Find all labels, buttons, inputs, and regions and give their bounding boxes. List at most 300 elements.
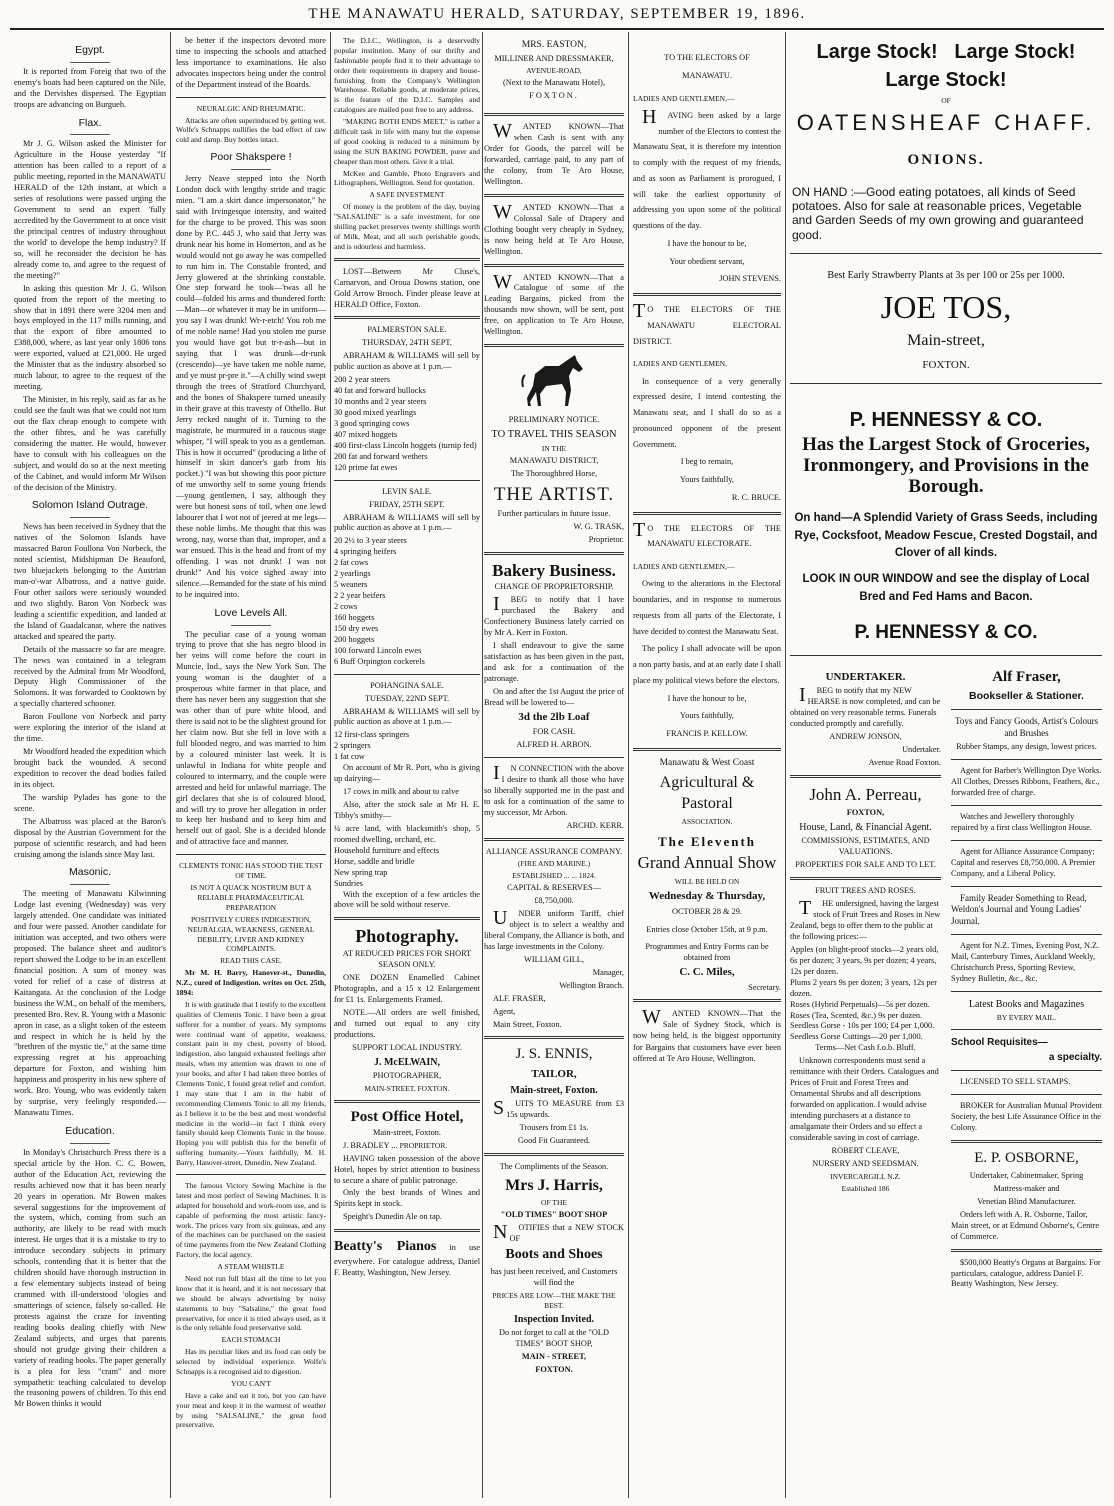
divider bbox=[334, 1229, 480, 1232]
love-article: The peculiar case of a young woman trying to prove that she has negro blood in her veins will come before the court in Muncie, Ind., says the New York Sun. The young woman is the daughter of a prosperous white farmer in that place, and there has never been any suggestion that she was other than of pure white blood, and there is said not to be the slightest ground for her claim now. But she fell in love with a full blooded negro, and was married to him by a coloured minister last week. It is unlawful in Indiana for white people and coloured to intermarry, and the couple were arrested and held for unlawful marriage. The girl declares that she is of coloured blood, and will try to prove her allegation in order to keep her husband and to keep him and herself out of gaol. She is a decided blonde and of attractive face and manner. bbox=[176, 629, 326, 847]
sale-item: 400 first-class Lincoln hoggets (turnip fed) bbox=[334, 440, 477, 450]
divider bbox=[334, 674, 480, 675]
sale-item: 10 months and 2 year steers bbox=[334, 397, 427, 407]
kerr-text: IN CONNECTION with the above I desire to thank all those who have so liberally supported me in the past and to ask for a continuation of the same to my successor, Mr Arbon. bbox=[484, 761, 624, 817]
bruce-remain: I beg to remain, bbox=[680, 457, 734, 467]
pohangina-close: With the exception of a few articles the above will be sold without reserve. bbox=[334, 889, 480, 910]
cant-text: Have a cake and eat it too, but you can have your meat and keep it in the warmest of weather by using "SALSALINE," the great food preservative. bbox=[176, 1390, 326, 1430]
column-divider bbox=[628, 32, 629, 1498]
organ-notice: $500,000 Beatty's Organs at Bargains. For particulars, catalogue, address Daniel F. Beatty Washington, New Jersey. bbox=[951, 1257, 1101, 1289]
fraser-heading: Alf Fraser, bbox=[992, 668, 1061, 685]
fraser-toys: Toys and Fancy Goods, Artist's Colours and Brushes bbox=[955, 716, 1098, 739]
divider bbox=[176, 1174, 326, 1175]
kellow-greeting: LADIES AND GENTLEMEN,— bbox=[633, 562, 735, 571]
ennis-heading: J. S. ENNIS, bbox=[515, 1046, 593, 1063]
wanted-notice: WANTED KNOWN—That when Cash is sent with any Order for Goods, the parcel will be forwarded, carriage paid, to any part of the colony, from Te Aro House, Wellington. bbox=[484, 120, 624, 186]
alliance-address: Main Street, Foxton. bbox=[493, 1019, 562, 1029]
cant-heading: YOU CAN'T bbox=[231, 1378, 271, 1388]
masonic-article: The meeting of Manawatu Kilwinning Lodge last evening (Wednesday) was very largely attended. One candidate was initiated and four were passed. Another candidate for initiation was accepted, and two others were proposed. The balance sheet and auditor's report showed the Lodge to be in an excellent financial position. A sum of money was voted for relief of a case of distress at Kaitangata. At the conclusion of the Lodge business the W.M., on behalf of the members, presented Bro. Rev. R. Young with a Masonic apron in case, as a slight token of the esteem and respect in which he is held by the "brethren of the mystic tie," at the same time expressing regret at his approaching departure for Foxton, and wishing him happiness and prosperity in his new sphere of work. Bro. Young, who was evidently taken by surprise, very feelingly responded.—Manawatu Times. bbox=[14, 889, 166, 1118]
chaff-of: OF bbox=[941, 95, 951, 105]
levin-heading: LEVIN SALE. bbox=[382, 486, 432, 496]
travel-heading: TO TRAVEL THIS SEASON bbox=[491, 429, 617, 441]
osborne-blinds: Venetian Blind Manufacturer. bbox=[977, 1196, 1076, 1206]
sale-item: 2 springers bbox=[334, 741, 371, 751]
divider bbox=[951, 709, 1102, 710]
cleave-place: INVERCARGILL N.Z. bbox=[830, 1171, 901, 1181]
show-association2: ASSOCIATION. bbox=[681, 816, 733, 826]
divider bbox=[334, 917, 480, 920]
alliance-gill: WILLIAM GILL, bbox=[524, 954, 584, 964]
column-6-split bbox=[790, 662, 1102, 1293]
divider bbox=[334, 1100, 480, 1103]
wanted-notice: WANTED KNOWN—That a Catalogue of some of the Leading Bargains, picked from the thousands now shown, will be sent, post free, on application to Te Aro House, Wellington. bbox=[484, 270, 624, 337]
harris-invite: Inspection Invited. bbox=[513, 1313, 594, 1325]
sale-item: 2 fat cows bbox=[334, 558, 369, 568]
divider bbox=[951, 1094, 1102, 1095]
mckee-text: McKee and Gamble, Photo Engravers and Lithographers, Wellington. Send for quotation. bbox=[334, 168, 480, 188]
sale-item: New spring trap bbox=[334, 867, 388, 877]
lost-notice: LOST—Between Mr Cluse's, Carnarvon, and Oroua Downs station, one Gold Arrow Brooch. Finder please leave at HERALD Office, Foxton. bbox=[334, 266, 480, 309]
divider bbox=[951, 991, 1102, 992]
flax-paragraph: The Minister, in his reply, said as far as he could see the fault was that we could not turn out the flax cheap enough to compete with the other fibres, and he was carefully considering the matter. He would, however have to consult with his colleagues on the subject, and would do so at the next meeting of the Cabinet, and would inform Mr Wilson of the decision of the Ministry. bbox=[14, 395, 166, 492]
column-divider bbox=[330, 32, 331, 1498]
divider bbox=[633, 512, 781, 515]
photography-subheading: AT REDUCED PRICES FOR SHORT SEASON ONLY. bbox=[342, 949, 472, 970]
divider bbox=[633, 293, 781, 296]
bruce-yours: Yours faithfully, bbox=[680, 475, 734, 484]
hennessy-seeds: On hand—A Splendid Variety of Grass Seeds, including Rye, Cocksfoot, Meadow Fescue, Crested Dogstail, and Clover of all kinds. bbox=[794, 511, 1098, 560]
trask-name: W. G. TRASK, bbox=[573, 521, 624, 531]
sale-item: 2 cows bbox=[334, 602, 358, 612]
masthead-title: THE MANAWATU HERALD, SATURDAY, SEPTEMBER 19, 1896. bbox=[308, 6, 806, 22]
alliance-capital: CAPITAL & RESERVES— bbox=[507, 883, 601, 893]
osborne-mattress: Mattress-maker and bbox=[993, 1183, 1060, 1193]
easton-town: FOXTON. bbox=[529, 91, 579, 101]
sewing-text: The famous Victory Sewing Machine is the latest and most perfect of Sewing Machines. It is adapted for household and work-room use, and is capable of performing the most artistic fancy-work. The prices vary from six guineas, and any of the machines can be purchased on the easiest of time payments from the New Zealand Clothing Factory, the local agency. bbox=[176, 1181, 326, 1260]
kellow-yours: Yours faithfully, bbox=[680, 711, 734, 721]
large-stock-1: Large Stock! bbox=[816, 41, 938, 63]
osborne-heading: E. P. OSBORNE, bbox=[974, 1150, 1079, 1167]
fruit-heading: FRUIT TREES AND ROSES. bbox=[815, 886, 916, 896]
fraser-broker: BROKER for Australian Mutual Provident Society, the best Life Assurance Office in the Colony. bbox=[951, 1101, 1102, 1133]
travel-in-the: IN THE bbox=[541, 443, 567, 453]
divider bbox=[484, 1036, 624, 1039]
tonic-cures: POSITIVELY CURES INDIGESTION, NEURALGIA, WEAKNESS, GENERAL DEBILITY, LIVER AND KIDNEY COMPLAINTS. bbox=[187, 914, 315, 954]
fraser-times: Agent for N.Z. Times, Evening Post, N.Z. Mail, Canterbury Times, Auckland Weekly, Christchurch Press, Sporting Review, Sydney Bulletin, &c., &c. bbox=[951, 941, 1100, 984]
harris-of: OF THE bbox=[541, 1197, 567, 1207]
education-continued: be better if the inspectors devoted more time to inspecting the schools and attached less importance to examinations. He also advocates inspectors being under the control of the Department instead of the Boards. bbox=[176, 36, 326, 89]
sale-item: 407 mixed hoggets bbox=[334, 429, 398, 439]
tos-street: Main-street, bbox=[907, 332, 985, 350]
hennessy-window: LOOK IN OUR WINDOW and see the display of Local Bred and Fed Hams and Bacon. bbox=[802, 573, 1090, 604]
divider bbox=[951, 934, 1102, 935]
sale-item: 100 forward Lincoln ewes bbox=[334, 645, 422, 655]
solomon-paragraph: News has been received in Sydney that the natives of the Solomon Islands have massacred Baron Foullona Von Norbeck, the noted scientist, Midshipman De Beauford, two bluejackets belonging to the Austrian man-o'-war Albatross, and a native guide. Four other sailors were seriously wounded and two slightly. Baron Von Norbeck was leading a scientific expedition, and landed at the Island of Guadalcanar, where the natives attacked and speared the party. bbox=[14, 522, 166, 641]
bakery-heading: Bakery Business. bbox=[492, 560, 616, 580]
egypt-article: It is reported from Foreig that two of the enemy's boats had been captured on the Nile, and the Dervishes dispersed. The Egyptian troops are advancing on Burgueh. bbox=[14, 66, 166, 109]
column-6 bbox=[790, 36, 1102, 1292]
alliance-agent: Agent, bbox=[493, 1006, 516, 1016]
photography-support: SUPPORT LOCAL INDUSTRY. bbox=[352, 1042, 462, 1052]
artist-particulars: Further particulars in future issue. bbox=[497, 508, 611, 518]
onhand-text: ON HAND :—Good eating potatoes, all kinds of Seed potatoes. Also for sale at reasonable prices, Vegetable and Garden Seeds of my own growing and guaranteed good. bbox=[792, 184, 1084, 242]
sale-item: 6 Buff Orpington cockerels bbox=[334, 656, 425, 666]
large-stock-3: Large Stock! bbox=[885, 69, 1007, 92]
show-held: WILL BE HELD ON bbox=[674, 877, 740, 887]
kellow-text: Owing to the alterations in the Electoral boundaries, and in response to numerous requests from all parts of the Electorate, I have decided to contest the Manawatu Seat. bbox=[633, 579, 781, 636]
photography-text: ONE DOZEN Enamelled Cabinet Photographs, and a 15 x 12 Enlargement for £1 1s. Enlargements Framed. bbox=[334, 972, 480, 1004]
stevens-text: HAVING been asked by a large number of the Electors to contest the Manawatu Seat, it is therefore my intention to comply with the request of my friends, and as soon as Parliament is prorogued, I will take the earliest opportunity of addressing you upon some of the political questions of the day. bbox=[633, 105, 781, 230]
fraser-latest: Latest Books and Magazines bbox=[968, 998, 1085, 1010]
divider bbox=[790, 877, 941, 880]
alliance-fraser: ALF. FRASER, bbox=[493, 993, 546, 1003]
alliance-established: ESTABLISHED ... ... 1824. bbox=[512, 871, 596, 881]
show-date: Wednesday & Thursday, bbox=[648, 890, 766, 903]
sale-item: Horse, saddle and bridle bbox=[334, 856, 415, 866]
post-office-address: Main-street, Foxton. bbox=[373, 1127, 441, 1137]
steam-heading: A STEAM WHISTLE bbox=[217, 1262, 285, 1272]
wanted-notice: WANTED KNOWN—That a Colossal Sale of Drapery and Clothing bought very cheaply in Sydney, is now being held at Te Aro House, Wellington. bbox=[484, 200, 624, 256]
divider bbox=[176, 854, 326, 855]
fruit-item: Roses (Tea, Scented, &c.) 9s per dozen. bbox=[790, 1010, 923, 1020]
divider bbox=[951, 759, 1102, 760]
fruit-text: THE undersigned, having the largest stock of Fruit Trees and Roses in New Zealand, begs to offer them to the public at the following prices:— bbox=[790, 897, 941, 941]
easton-address: AVENUE-ROAD, bbox=[526, 66, 582, 76]
bakery-text: IBEG to notify that I have purchased the Bakery and Confectionery Business lately carried on by Mr A. Kerr in Foxton. bbox=[484, 593, 624, 637]
alliance-subheading: (FIRE AND MARINE.) bbox=[517, 859, 591, 869]
undertaker-title: Undertaker. bbox=[902, 744, 941, 754]
show-entries: Entries close October 15th, at 9 p.m. bbox=[646, 924, 768, 934]
divider bbox=[790, 383, 1102, 384]
divider bbox=[951, 1249, 1102, 1252]
onions-heading: ONIONS. bbox=[907, 151, 985, 168]
love-heading: Love Levels All. bbox=[176, 607, 326, 626]
sale-item: 2 2 year heifers bbox=[334, 591, 386, 601]
fruit-item: Seedless Gorse - 10s per 100; £4 per 1,000. bbox=[790, 1021, 935, 1031]
undertaker-name: ANDREW JONSON, bbox=[829, 732, 902, 741]
perreau-trade: House, Land, & Financial Agent. bbox=[799, 822, 932, 834]
bakery-text: On and after the 1st August the price of Bread will be lowered to— bbox=[484, 686, 624, 707]
each-heading: EACH STOMACH bbox=[221, 1335, 281, 1345]
column-3 bbox=[334, 36, 480, 1281]
fruit-item: Seedless Gorse Cuttings—20 per 1,000. bbox=[790, 1032, 923, 1042]
divider bbox=[484, 113, 624, 116]
flax-heading: Flax. bbox=[14, 117, 166, 136]
masonic-heading: Masonic. bbox=[14, 866, 166, 885]
safe-text: Of money is the problem of the day, buying "SALSALINE" is a safe investment, for one shilling packet preserves twenty shillings worth of Milk, Meat, and all such perishable goods, and is odourless and harmless. bbox=[334, 202, 480, 251]
divider bbox=[484, 838, 624, 841]
tonic-barry: Mr M. H. Barry, Hanover-st., Dunedin, N.Z., cured of Indigestion. writes on Oct. 25th, 1894: bbox=[176, 968, 326, 997]
travel-horse: The Thoroughbred Horse, bbox=[510, 468, 598, 478]
fruit-unknown: Unknown correspondents must send a remittance with their Orders. Catalogues and Prices of Fruit and Forest Trees and Ornamental Shrubs and all descriptions forwarded on application. I would advise intending purchasers at a distance to amalgamate their Orders and so effect a considerable saving in cost of carriage. bbox=[790, 1056, 939, 1142]
pohangina-port: On account of Mr R. Port, who is giving up dairying— bbox=[334, 763, 480, 784]
divider bbox=[484, 264, 624, 267]
preliminary-notice: PRELIMINARY NOTICE. bbox=[508, 415, 600, 425]
education-heading: Education. bbox=[14, 1125, 166, 1144]
alliance-manager: Manager, bbox=[592, 967, 624, 977]
sale-item: Household furniture and effects bbox=[334, 845, 440, 855]
ennis-address: Main-street, Foxton. bbox=[510, 1084, 598, 1096]
pohangina-date: TUESDAY, 22ND SEPT. bbox=[364, 693, 450, 703]
post-office-title: PROPRIETOR. bbox=[399, 1140, 448, 1150]
fraser-mail: BY EVERY MAIL. bbox=[996, 1013, 1057, 1023]
stevens-honour: I have the honour to be, bbox=[667, 238, 747, 248]
stevens-greeting: LADIES AND GENTLEMEN,— bbox=[633, 93, 735, 103]
tonic-read: READ THIS CASE. bbox=[220, 956, 282, 966]
bakery-cash: FOR CASH. bbox=[532, 727, 576, 736]
perreau-properties: PROPERTIES FOR SALE AND TO LET. bbox=[795, 860, 936, 870]
tonic-letter: It is with gratitude that I testify to the excellent qualities of Clements Tonic. I have been a great sufferer for a number of years. My symptoms were continual want of appetite, weakness, constant pain in my chest, poverty of blood, indigestion, also languid exhausted feelings after meals, when my attention was drawn to one of your books, and after I had taken three bottles of Clements Tonic, I found great relief and comfort. I may state that I am in the habit of recommending Clements Tonic to all my friends, as I believe it to be the best and most wonderful medicine in the world—in fact I think every family should keep Clements Tonic in the house. Hoping you will publish this for the benefit of suffering humanity.—Yours faithfully, M. H. Barry, Hanover-street, Dunedin, New Zealand. bbox=[176, 999, 326, 1168]
divider bbox=[633, 999, 781, 1002]
sale-item: 200 fat and forward wethers bbox=[334, 451, 428, 461]
solomon-paragraph: Details of the massacre so far are meagre. The news was contained in a telegram received by the Admiral from Mr Woodford, Deputy High Commissioner of the Solomons. It was forwarded to Cooktown by a specially chartered schooner. bbox=[14, 644, 166, 709]
hennessy-tagline: Has the Largest Stock of Groceries, Ironmongery, and Provisions in the Borough. bbox=[802, 434, 1090, 497]
sale-item: 200 2 year steers bbox=[334, 375, 390, 385]
cleave-established: Established 186 bbox=[841, 1183, 890, 1193]
sale-item: 2 yearlings bbox=[334, 569, 371, 579]
each-text: Has its peculiar likes and its food can only be selected by individual experience. Wolfe's Schnapps is a recognised aid to digestion. bbox=[176, 1347, 326, 1377]
sale-item: 1 fat cow bbox=[334, 752, 365, 762]
fraser-specialty: a specialty. bbox=[1048, 1052, 1102, 1064]
fraser-alliance: Agent for Alliance Assurance Company; Capital and reserves £8,750,000. A Premier Company, and a Liberal Policy. bbox=[951, 846, 1096, 878]
show-forms: Programmes and Entry Forms can be obtained from bbox=[645, 941, 769, 962]
osborne-orders: Orders left with A. R. Osborne, Tailor, Main street, or at Edmund Osborne's, Centre of Commerce. bbox=[951, 1209, 1100, 1241]
post-office-heading: Post Office Hotel, bbox=[350, 1108, 464, 1125]
photography-address: MAIN-STREET, FOXTON. bbox=[364, 1083, 450, 1093]
divider bbox=[484, 552, 624, 555]
stevens-name: JOHN STEVENS. bbox=[719, 274, 781, 284]
sale-item: 150 dry ewes bbox=[334, 623, 379, 633]
column-5 bbox=[633, 36, 781, 1066]
easton-next: (Next to the Manawatu Hotel), bbox=[502, 78, 606, 88]
show-october: OCTOBER 28 & 29. bbox=[672, 907, 742, 917]
steam-text: Need not run full blast all the time to let you know that it is heard, and it is not necessary that we should be always advertising by noisy statements to buy "Salsaline," the great food preservative, for once it is tried always used, as it is the only reliable food preservative sold. bbox=[176, 1274, 326, 1333]
palmerston-date: THURSDAY, 24TH SEPT. bbox=[362, 338, 452, 348]
stevens-servant: Your obedient servant, bbox=[669, 256, 745, 266]
perreau-commissions: COMMISSIONS, ESTIMATES, AND VALUATIONS. bbox=[801, 836, 930, 857]
divider bbox=[951, 886, 1102, 887]
trask-title: Proprietor. bbox=[588, 534, 624, 544]
divider bbox=[334, 258, 480, 261]
divider bbox=[951, 840, 1102, 841]
divider bbox=[790, 655, 1102, 656]
solomon-paragraph: Mr Woodford headed the expedition which brought back the wounded. A second expedition to recover the dead bodies failed in its object. bbox=[14, 747, 166, 789]
ennis-text: SUITS TO MEASURE from £3 15s upwards. bbox=[493, 1096, 624, 1119]
tos-name: JOE TOS, bbox=[880, 289, 1012, 326]
divider bbox=[484, 194, 624, 197]
show-grand: Grand Annual Show bbox=[637, 853, 777, 873]
harris-boots: Boots and Shoes bbox=[505, 1247, 603, 1263]
palmerston-intro: ABRAHAM & WILLIAMS will sell by public auction as above at 1 p.m.— bbox=[334, 351, 480, 372]
kellow-name: FRANCIS P. KELLOW. bbox=[666, 729, 748, 738]
kellow-to: TO THE ELECTORS OF THE MANAWATU ELECTORATE. bbox=[633, 518, 781, 549]
harris-heading: Mrs J. Harris, bbox=[505, 1176, 603, 1194]
harris-town: FOXTON. bbox=[535, 1364, 573, 1374]
alliance-text: UNDER uniform Tariff, chief object is to select a wealthy and liberal Company, the Alliance is both, and has large investments in the Colony. bbox=[484, 907, 624, 951]
kellow-honour: I have the honour to be, bbox=[667, 693, 747, 703]
column-divider bbox=[170, 32, 171, 1498]
perreau-heading: John A. Perreau, bbox=[809, 784, 922, 804]
palmerston-heading: PALMERSTON SALE. bbox=[367, 325, 447, 335]
column-divider bbox=[482, 32, 483, 1498]
divider bbox=[484, 757, 624, 758]
tos-town: FOXTON. bbox=[922, 358, 970, 371]
bruce-greeting: LADIES AND GENTLEMEN, bbox=[633, 359, 727, 369]
sale-item: 20 2½ to 3 year steers bbox=[334, 536, 407, 546]
osborne-trade: Undertaker, Cabinetmaker, Spring bbox=[969, 1170, 1084, 1180]
levin-intro: ABRAHAM & WILLIAMS will sell by public auction as above at 1 p.m.— bbox=[334, 512, 480, 533]
harris-text: NOTIFIES that a NEW STOCK OF bbox=[493, 1220, 624, 1243]
divider bbox=[790, 775, 941, 778]
harris-shop: "OLD TIMES" BOOT SHOP bbox=[500, 1209, 608, 1219]
divider bbox=[790, 253, 1102, 254]
divider bbox=[951, 805, 1102, 806]
fraser-trade: Bookseller & Stationer. bbox=[969, 689, 1084, 702]
levin-date: FRIDAY, 25TH SEPT. bbox=[369, 499, 445, 509]
fraser-school: School Requisites— bbox=[951, 1037, 1048, 1049]
cleave-name: ROBERT CLEAVE, bbox=[831, 1145, 900, 1155]
column-1 bbox=[14, 36, 166, 1412]
divider bbox=[334, 480, 480, 481]
fruit-item: Plums 2 years 9s per dozen; 3 years, 12s per dozen. bbox=[790, 977, 938, 998]
artist-heading: THE ARTIST. bbox=[493, 483, 615, 505]
kellow-text: The policy I shall advocate will be upon a non party basis, and at an early date I shall place my political views before the electors. bbox=[633, 644, 781, 685]
sale-item: 3 good springing cows bbox=[334, 418, 410, 428]
divider bbox=[334, 316, 480, 319]
photography-note: NOTE.—All orders are well finished, and turned out equal to any city productions. bbox=[334, 1007, 480, 1039]
post-office-text: HAVING taken possession of the above Hotel, hopes by strict attention to business to secure a share of public patronage. bbox=[334, 1153, 480, 1185]
bruce-name: R. C. BRUCE. bbox=[731, 492, 781, 502]
shakspere-article: Jerry Neave stepped into the North London dock with lengthy stride and tragic mien. "I am a skirt dance impersonator," he said with Irvingesque intensity, and waited for the charge to be proved. This was soon done by P.C. 445 J, who said that Jerry was drunk near his home in Homerton, and as he would would not go away he was compelled to run him in. The Constable fronted, and Jerry glowered at the shrinking constable. One step forward he took—'twas all he could—folded his arms and thundered forth:—Man—or whatever it may be in uniform—you say I was drunk! Wr-r-etch! You rob me of me noble name! Had you stolen me purse you would have got but tr-r-ash—but in saying that I was drunk—dr-runk (crescendo)—ye have taken me noble name, and ye must pr-pre it."—A chilly wind swept through the trees of Stratford Churchyard, and the bones of Shakspere turned uneasily in their grave at this travesty of Othello. But Jerry recked naught of it. Turning to the magistrate, he murmured in a raucous stage whisper, "I will speak to you as a gentleman. This is how it occurred" (producing a lithe of himself in skirt dancer's garb from his pocket.) "I was but showing this poor picture of me unworthy self to some young friends—young gentlemen, I say, although they were but honest sons of toil, when one lewd labourer that I wot not of jeered at me legs—these noble limbs. Me thought that this was wrong, nay, worse than that, improper, and a war ensued. This is the head and front of my offending. I was not drunk! I was not drunk!" And his voice sighed away into silence.—Remanded for the state of his mind to be inquired into. bbox=[176, 174, 326, 599]
show-association: Manawatu & West Coast bbox=[659, 757, 755, 768]
undertaker-heading: UNDERTAKER. bbox=[825, 670, 906, 683]
sale-item: ¼ acre land, with blacksmith's shop, 5 roomed dwelling, orchard, etc. bbox=[334, 823, 480, 844]
hennessy-heading: P. HENNESSY & CO. bbox=[849, 409, 1043, 432]
harris-text2: has just been received, and Customers will find the bbox=[490, 1266, 618, 1287]
solomon-paragraph: Baron Foullone von Norbeck and party were exploring the interior of the island at the time. bbox=[14, 712, 166, 744]
horse-icon bbox=[519, 353, 589, 409]
cleave-trade: NURSERY AND SEEDSMAN. bbox=[812, 1158, 919, 1168]
fraser-barber: Agent for Barber's Wellington Dye Works. All Clothes, Dresses Ribbons, Feathers, &c., forwarded free of charge. bbox=[951, 766, 1102, 797]
oatensheaf-heading: OATENSHEAF CHAFF. bbox=[796, 109, 1096, 135]
divider bbox=[951, 1070, 1102, 1071]
photography-trade: PHOTOGRAPHER, bbox=[372, 1070, 442, 1080]
pohangina-tibby: Also, after the stock sale at Mr H. E. Tibby's smithy— bbox=[334, 800, 480, 820]
harris-call: Do not forget to call at the "OLD TIMES" BOOT SHOP, bbox=[499, 1327, 609, 1348]
travel-district: MANAWATU DISTRICT, bbox=[509, 455, 599, 465]
alliance-branch: Wellington Branch. bbox=[559, 980, 624, 990]
show-secretary-name: C. C. Miles, bbox=[679, 966, 735, 979]
divider bbox=[951, 1029, 1102, 1030]
alliance-amount: £8,750,000. bbox=[534, 896, 574, 906]
sale-item: Sundries bbox=[334, 878, 364, 888]
bruce-to: TO THE ELECTORS OF THE MANAWATU ELECTORAL DISTRICT. bbox=[633, 300, 781, 346]
sale-item: 30 good mixed yearlings bbox=[334, 408, 417, 418]
neuralgic-text: Attacks are often superinduced by getting wet. Wolfe's Schnapps nullifies the bad effect of raw cold and damp. Buy bottles intact. bbox=[176, 115, 326, 145]
divider bbox=[484, 1153, 624, 1156]
ennis-trousers: Trousers from £1 1s. bbox=[519, 1122, 589, 1132]
safe-heading: A SAFE INVESTMENT bbox=[369, 190, 445, 200]
sydney-notice: WANTED KNOWN—That the Sale of Sydney Stock, which is now being held, is the biggest opportunity for Bargains that customers have ever been offered at Te Aro House, Wellington. bbox=[633, 1006, 781, 1063]
divider bbox=[176, 97, 326, 98]
fraser-rubber: Rubber Stamps, any design, lowest prices. bbox=[956, 742, 1097, 752]
bakery-text: I shall endeavour to give the same satisfaction as has been given in the past, and ask for a continuation of the patronage. bbox=[484, 640, 624, 683]
hennessy-heading-2: P. HENNESSY & CO. bbox=[854, 621, 1038, 643]
fraser-watches: Watches and Jewellery thoroughly repaired by a first class Wellington House. bbox=[951, 811, 1092, 832]
sale-item: 160 hoggets bbox=[334, 612, 375, 622]
kerr-name: ARCHD. KERR. bbox=[566, 820, 624, 830]
column-2 bbox=[176, 36, 326, 1432]
photography-name: J. McELWAIN, bbox=[373, 1056, 441, 1068]
photography-heading: Photography. bbox=[355, 926, 459, 947]
stevens-to: TO THE ELECTORS OF bbox=[664, 53, 750, 62]
ends-text: "MAKING BOTH ENDS MEET," is rather a difficult task in life with many but the expense of good cooking is reduced to a minimum by using the SUN BAKING POWDER, purer and cheaper than most others. Give it a trial. bbox=[334, 117, 480, 166]
tonic-heading: CLEMENTS TONIC HAS STOOD THE TEST OF TIME. bbox=[179, 861, 323, 881]
sale-item: 120 prime fat ewes bbox=[334, 462, 398, 472]
column-divider bbox=[785, 32, 786, 1498]
fruit-item: Roses (Hybrid Perpetuals)—5s per dozen. bbox=[790, 999, 930, 1009]
divider bbox=[951, 1140, 1102, 1143]
fruit-item: Apples (on blight-proof stocks—2 years old, 6s per dozen; 3 years, 9s per dozen; 4 years, 12s per dozen. bbox=[790, 944, 939, 976]
dic-text: The D.I.C., Wellington, is a deservedly popular institution. Many of our thrifty and fashionable people find it to their advantage to order their requirements in drapery and house-furnishing from the Company's Wellington Warehouse. Reliable goods, at moderate prices, is the feature of the D.I.C. Samples and catalogues are mailed post free to any address. bbox=[334, 36, 480, 115]
bruce-text: In consequence of a very generally expressed desire, I intend contesting the Manawatu seat, and I shall do so as a pronounced opponent of the present Government. bbox=[633, 376, 781, 449]
divider bbox=[484, 344, 624, 347]
neuralgic-heading: NEURALGIC AND RHEUMATIC. bbox=[196, 103, 306, 113]
show-secretary: Secretary. bbox=[748, 982, 781, 992]
fruit-terms: Terms—Net Cash f.o.b. Bluff. bbox=[815, 1043, 916, 1053]
pohangina-port-item: 17 cows in milk and about to calve bbox=[343, 787, 459, 797]
bakery-subheading: CHANGE OF PROPRIETORSHIP. bbox=[494, 582, 614, 592]
show-eleventh: The Eleventh bbox=[657, 833, 757, 849]
masthead-rule bbox=[10, 28, 1104, 30]
show-agricultural: Agricultural & Pastoral bbox=[659, 773, 755, 813]
ennis-trade: TAILOR, bbox=[531, 1068, 577, 1081]
post-office-name: J. BRADLEY bbox=[343, 1140, 390, 1150]
sale-item: 5 weaners bbox=[334, 580, 368, 590]
large-stock-2: Large Stock! bbox=[954, 41, 1076, 63]
divider bbox=[633, 748, 781, 751]
easton-heading: MRS. EASTON, bbox=[521, 40, 587, 50]
tonic-subheading: IS NOT A QUACK NOSTRUM BUT A RELIABLE PHARMACEUTICAL PREPARATION bbox=[190, 883, 312, 912]
bakery-price: 3d the 2lb Loaf bbox=[518, 711, 590, 724]
sale-item: 12 first-class springers bbox=[334, 730, 410, 740]
stevens-place: MANAWATU. bbox=[682, 70, 732, 80]
fraser-stamps: LICENSED TO SELL STAMPS. bbox=[960, 1077, 1071, 1087]
beatty-pianos-text: in use everywhere. For catalogue address, Daniel F. Beatty, Washington, New Jersey. bbox=[334, 1243, 480, 1277]
flax-paragraph: Mr J. G. Wilson asked the Minister for Agriculture in the House yesterday "If attention has been called to a report of a public meeting, reported in the MANAWATU HERALD of the 12th instant, at which a series of resolutions were passed urging the Government to send an expert 'fully accredited by the Government to at once visit the principal centres of industry throughout the world' to develope the hemp industry? If so, will he reconsider the decision he has already come to, and agree to the request of the meeting?" bbox=[14, 139, 166, 280]
egypt-heading: Egypt. bbox=[14, 44, 166, 63]
undertaker-text: IBEG to notify that my NEW HEARSE is now completed, and can be obtained on very reasonable terms. Funerals conducted promptly and carefully. bbox=[790, 684, 941, 729]
solomon-paragraph: The warship Pylades has gone to the scene. bbox=[14, 792, 166, 813]
post-office-proprietor: J. BRADLEY ... PROPRIETOR. bbox=[343, 1140, 448, 1150]
sale-item: 200 hoggets bbox=[334, 634, 375, 644]
harris-compliments: The Compliments of the Season. bbox=[499, 1161, 609, 1171]
bakery-name: ALFRED H. ARBON. bbox=[516, 739, 592, 749]
ennis-fit: Good Fit Guaranteed. bbox=[517, 1135, 591, 1145]
post-office-ale: Speight's Dunedin Ale on tap. bbox=[343, 1212, 442, 1222]
strawberry-text: Best Early Strawberry Plants at 3s per 100 or 25s per 1000. bbox=[827, 270, 1065, 282]
solomon-paragraph: The Albatross was placed at the Baron's disposal by the Austrian Government for the purpose of scientific research, and had been cruising among the islands since May last. bbox=[14, 816, 166, 859]
fraser-reader: Family Reader Something to Read, Weldon's Journal and Young Ladies' Journal. bbox=[951, 892, 1087, 927]
post-office-wines: Only the best brands of Wines and Spirits kept in stock. bbox=[334, 1188, 480, 1209]
flax-paragraph: In asking this question Mr J. G. Wilson quoted from the report of the meeting to show that in 1891 there were 3204 men and boys employed in the 117 mills running, and that the export of fibre amounted to £388,000, where, as last year only 1806 tons were exported, valued at £21,000. He urged the Minister that as the industry absorbed so much labour, to agree to the request of the meeting. bbox=[14, 283, 166, 392]
solomon-heading: Solomon Island Outrage. bbox=[14, 499, 166, 518]
shakspere-heading: Poor Shakspere ! bbox=[176, 151, 326, 170]
education-article: In Monday's Christchurch Press there is a special article by the Hon. C. C. Bowen, author of the Education Act, reviewing the results achieved now that it has been nearly 20 years in operation. Mr Bowen makes several suggestions for the improvement of the system, which, coming from such an authority, are likely to be read with much interest. He urges that it is a mistake to try to introduce secondary subjects in primary schools, contending that it is better that the children should have thorough instruction in a few elementary subjects instead of being crammed with ill-understood 'ologies and smatterings of science, falsely so-called. He protests against the craze for inventing reading books dealing chiefly with New Zealand subjects, and urges that parents should not grudge giving their children a variety of reading books. The paper generally is a plea for less "cram" and more sympathetic teaching calculated to develop the reasoning powers of children. To this end Mr Bowen thinks it would bbox=[14, 1147, 166, 1409]
column-4 bbox=[484, 36, 624, 1378]
beatty-pianos-heading: Beatty's Pianos bbox=[334, 1239, 437, 1255]
easton-trade: MILLINER AND DRESSMAKER, bbox=[494, 53, 614, 63]
